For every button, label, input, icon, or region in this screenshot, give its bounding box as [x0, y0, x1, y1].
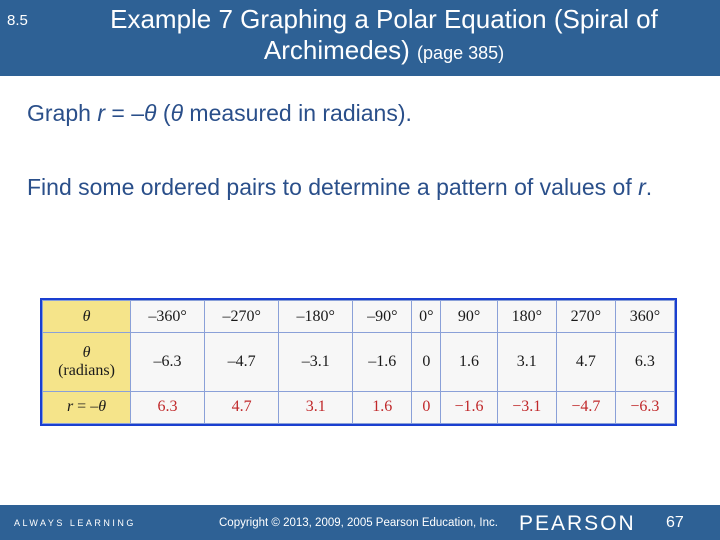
explanation-period: . [645, 174, 653, 200]
explanation-r: r [638, 174, 646, 200]
instruction-paren: ( [156, 100, 171, 126]
degree-cell: 180° [497, 301, 556, 333]
degree-cell: –360° [131, 301, 205, 333]
slide-title-text: Example 7 Graphing a Polar Equation (Spiral of Archimedes) [110, 4, 658, 65]
radians-label: (radians) [58, 361, 115, 379]
table-row-degrees [43, 301, 675, 333]
r-value-cell: −4.7 [556, 391, 615, 423]
degree-cell: 90° [441, 301, 497, 333]
radian-cell: –6.3 [131, 333, 205, 391]
r-value-cell: 0 [412, 391, 441, 423]
copyright-notice: Copyright © 2013, 2009, 2005 Pearson Education, Inc. [219, 517, 498, 529]
radian-cell: –4.7 [205, 333, 279, 391]
radian-cell: 6.3 [615, 333, 674, 391]
row-header-theta [43, 301, 131, 333]
r-value-cell: −3.1 [497, 391, 556, 423]
r-equals: = – [73, 398, 99, 416]
instruction-equals: = – [105, 100, 145, 126]
slide-title [64, 4, 704, 69]
r-value-cell: 3.1 [279, 391, 353, 423]
section-number: 8.5 [7, 12, 28, 29]
table-row-r [43, 391, 675, 423]
instruction-theta2: θ [170, 100, 184, 126]
instruction-prefix: Graph [27, 100, 98, 126]
theta-symbol: θ [82, 343, 91, 361]
footer-bar [0, 505, 720, 540]
degree-cell: –270° [205, 301, 279, 333]
degree-cell: 0° [412, 301, 441, 333]
degree-cell: –90° [353, 301, 412, 333]
r-symbol: r [66, 398, 74, 416]
radian-cell: –1.6 [353, 333, 412, 391]
instruction-suffix: measured in radians). [183, 100, 412, 126]
r-value-cell: 1.6 [353, 391, 412, 423]
theta-symbol: θ [98, 398, 107, 416]
values-table [42, 300, 675, 424]
radian-cell: 0 [412, 333, 441, 391]
instruction-r: r [97, 100, 105, 126]
always-learning-tagline: ALWAYS LEARNING [14, 518, 136, 528]
values-table-frame [40, 298, 677, 426]
r-value-cell: 4.7 [205, 391, 279, 423]
pearson-logo: PEARSON [519, 512, 636, 535]
header-bar [0, 0, 720, 76]
radian-cell: –3.1 [279, 333, 353, 391]
radian-cell: 3.1 [497, 333, 556, 391]
page-number: 67 [666, 514, 684, 531]
explanation-text: Find some ordered pairs to determine a pattern of values of [27, 174, 639, 200]
r-value-cell: −6.3 [615, 391, 674, 423]
degree-cell: 360° [615, 301, 674, 333]
instruction-theta: θ [144, 100, 157, 126]
row-header-radians [43, 333, 131, 391]
r-value-cell: −1.6 [441, 391, 497, 423]
theta-symbol: θ [82, 307, 91, 325]
page-reference: (page 385) [417, 43, 505, 63]
r-value-cell: 6.3 [131, 391, 205, 423]
radian-cell: 1.6 [441, 333, 497, 391]
explanation-paragraph [27, 172, 687, 203]
instruction-line [27, 98, 412, 129]
degree-cell: 270° [556, 301, 615, 333]
radian-cell: 4.7 [556, 333, 615, 391]
table-row-radians [43, 333, 675, 391]
degree-cell: –180° [279, 301, 353, 333]
row-header-r [43, 391, 131, 423]
